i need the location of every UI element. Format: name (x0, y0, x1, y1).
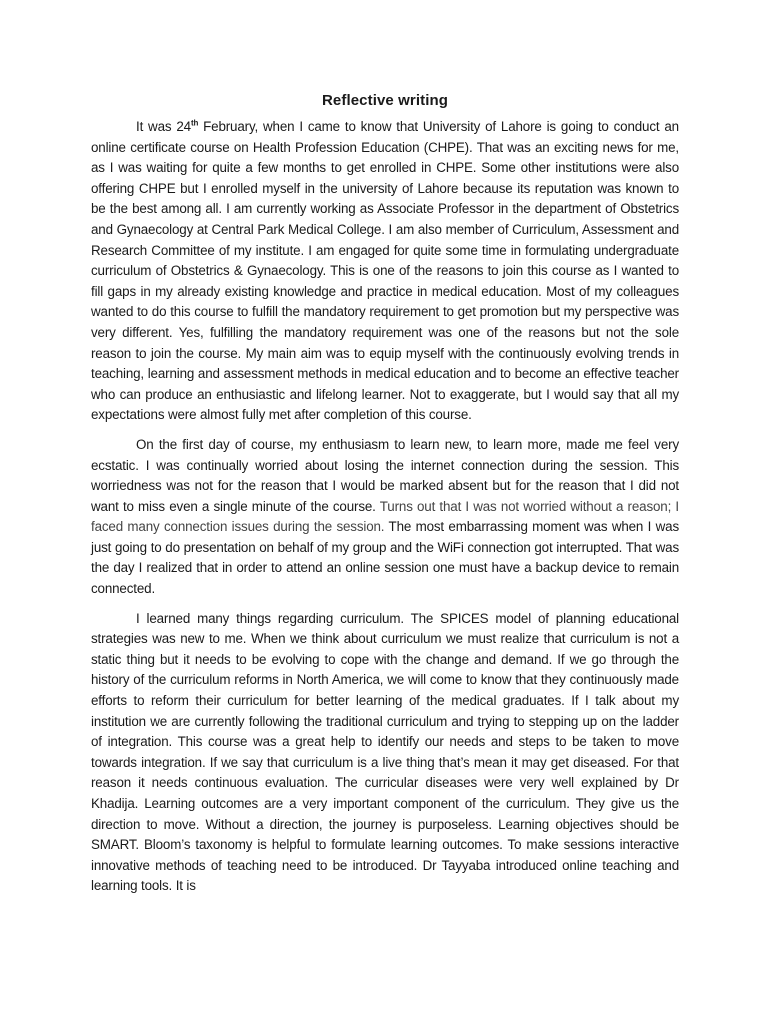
paragraph-1-start: It was 24 (136, 119, 191, 134)
paragraph-1-rest: February, when I came to know that University of Lahore is going to conduct an online certificate course on Health Profession Education (CHPE). That was an exciting news for me, as I was waiting for quite a few months to get enrolled in CHPE. Some other institutions were also offering CHPE but I enrolled myself in the university of Lahore because its reputation was known to be the best among all. I am currently working as Associate Professor in the department of Obstetrics and Gynaecology at Central Park Medical College. I am also member of Curriculum, Assessment and Research Committee of my institute. I am engaged for quite some time in formulating undergraduate curriculum of Obstetrics & Gynaecology. This is one of the reasons to join this course as I wanted to fill gaps in my already existing knowledge and practice in medical education. Most of my colleagues wanted to do this course to fulfill the mandatory requirement to get promotion but my perspective was very different. Yes, fulfilling the mandatory requirement was one of the reasons but not the sole reason to join the course. My main aim was to equip myself with the continuously evolving trends in teaching, learning and assessment methods in medical education and to become an effective teacher who can produce an enthusiastic and lifelong learner. Not to exaggerate, but I would say that all my expectations were almost fully met after completion of this course. (91, 119, 679, 423)
document-title: Reflective writing (322, 92, 448, 109)
document-page (91, 92, 679, 906)
paragraph-2 (91, 435, 679, 600)
ordinal-superscript: th (190, 118, 199, 128)
paragraph-2-part-3: The most embarrassing moment was when I was just going to do presentation on behalf of my group and the WiFi connection got interrupted. That was the day I realized that in order to attend an online session one must have a backup device to remain connected. (91, 519, 679, 597)
paragraph-2-part-2: Turns out that I was not worried without a reason; I faced many connection issues during the session. (91, 498, 679, 535)
paragraph-1 (91, 117, 679, 426)
paragraph-3: I learned many things regarding curriculum. The SPICES model of planning educational strategies was new to me. When we think about curriculum we must realize that curriculum is not a static thing but it needs to be evolving to cope with the change and demand. If we go through the history of the curriculum reforms in North America, we will come to know that they continuously made efforts to reform their curriculum for better learning of the medical graduates. If I talk about my institution we are currently following the traditional curriculum and trying to stepping up on the ladder of integration. This course was a great help to identify our needs and steps to be taken to move towards integration. If we say that curriculum is a live thing that’s mean it may get diseased. For that reason it needs continuous evaluation. The curricular diseases were very well explained by Dr Khadija. Learning outcomes are a very important component of the curriculum. They give us the direction to move. Without a direction, the journey is purposeless. Learning objectives should be SMART. Bloom’s taxonomy is helpful to formulate learning outcomes. To make sessions interactive innovative methods of teaching need to be introduced. Dr Tayyaba introduced online teaching and learning tools. It is (91, 610, 679, 894)
paragraph-2-part-1: On the first day of course, my enthusiasm to learn new, to learn more, made me feel very ecstatic. I was continually worried about losing the internet connection during the session. This worriedness was not for the reason that I would be marked absent but for the reason that I did not want to miss even a single minute of the course. (91, 436, 679, 514)
